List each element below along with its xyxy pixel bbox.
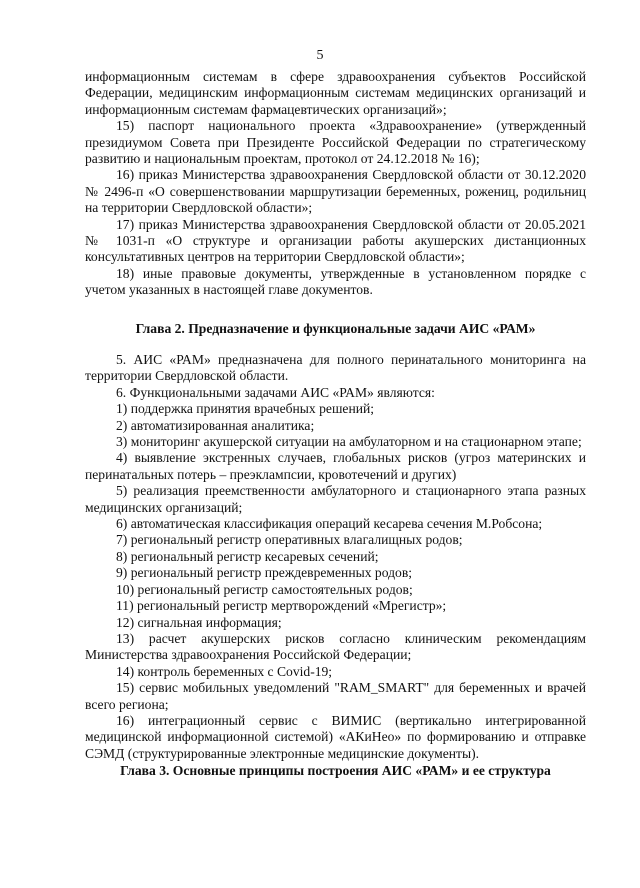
list-item: 9) региональный регистр преждевременных родов;	[116, 565, 413, 581]
list-item: 11) региональный регистр мертворождений «Мрегистр»;	[116, 598, 447, 614]
paragraph: 16) приказ Министерства здравоохранения Свердловской области от 30.12.2020 № 2496-п «О совершенствовании маршрутизации беременных, рожениц, родильниц на территории Свердловской области»;	[85, 167, 586, 216]
paragraph: 15) паспорт национального проекта «Здравоохранение» (утвержденный президиумом Совета при Президенте Российской Федерации по стратегическому развитию и национальным проектам, протокол от 24.12.2018 № 16);	[85, 118, 586, 167]
list-item: 10) региональный регистр самостоятельных родов;	[116, 581, 413, 597]
list-item: 16) интеграционный сервис с ВИМИС (вертикально интегрированной медицинской информационной системой) «АКиНео» по формированию и отправке СЭМД (структурированные электронные медицинские документы).	[85, 712, 586, 761]
chapter-2-heading: Глава 2. Предназначение и функциональные задачи АИС «РАМ»	[135, 321, 536, 336]
list-item: 2) автоматизированная аналитика;	[116, 417, 315, 433]
page-number: 5	[316, 48, 324, 63]
list-item: 15) сервис мобильных уведомлений "RAM_SMART" для беременных и врачей всего региона;	[85, 680, 586, 712]
list-item: 3) мониторинг акушерской ситуации на амбулаторном и на стационарном этапе;	[116, 434, 582, 450]
chapter-3-heading: Глава 3. Основные принципы построения АИС «РАМ» и ее структура	[120, 763, 551, 779]
paragraph: 5. АИС «РАМ» предназначена для полного перинатального мониторинга на территории Свердловской области.	[85, 352, 586, 384]
legal-basis-list	[85, 69, 586, 299]
paragraph: 17) приказ Министерства здравоохранения Свердловской области от 20.05.2021 № 1031-п «О структуре и организации работы акушерских дистанционных консультативных центров на территории Свердловской области»;	[85, 216, 586, 265]
paragraph: 6. Функциональными задачами АИС «РАМ» являются:	[116, 384, 435, 400]
paragraph: информационным системам в сфере здравоохранения субъектов Российской Федерации, медицинским информационным системам медицинских организаций и информационным системам фармацевтических организаций»;	[85, 69, 586, 117]
list-item: 5) реализация преемственности амбулаторного и стационарного этапа разных медицинских организаций;	[85, 483, 586, 515]
list-item: 8) региональный регистр кесаревых сечений;	[116, 548, 379, 564]
list-item: 7) региональный регистр оперативных влагалищных родов;	[116, 532, 463, 548]
functional-tasks-list	[85, 352, 586, 780]
list-item: 12) сигнальная информация;	[116, 614, 282, 630]
paragraph: 18) иные правовые документы, утвержденные в установленном порядке с учетом указанных в настоящей главе документов.	[85, 265, 586, 298]
list-item: 6) автоматическая классификация операций кесарева сечения М.Робсона;	[116, 516, 543, 532]
list-item: 4) выявление экстренных случаев, глобальных рисков (угроз материнских и перинатальных потерь – преэклампсии, кровотечений и других)	[85, 450, 586, 482]
list-item: 1) поддержка принятия врачебных решений;	[116, 401, 375, 417]
list-item: 13) расчет акушерских рисков согласно клиническим рекомендациям Министерства здравоохранения Российской Федерации;	[85, 630, 586, 663]
list-item: 14) контроль беременных с Covid-19;	[116, 663, 333, 679]
